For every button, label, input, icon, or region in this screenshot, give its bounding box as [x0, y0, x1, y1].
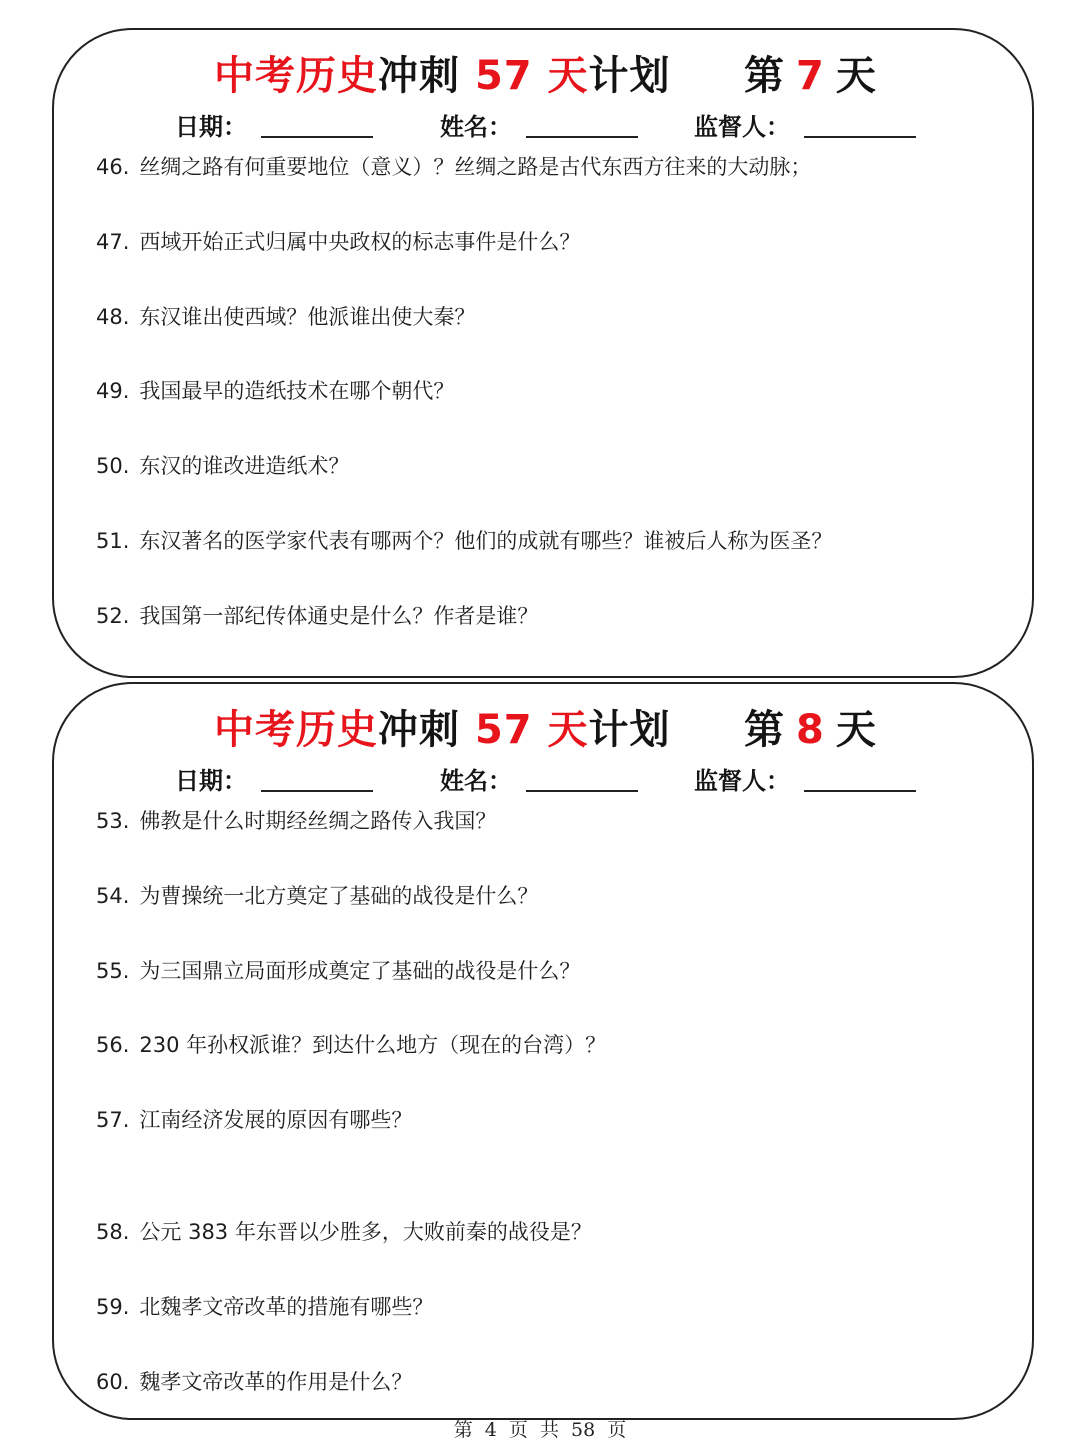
- question-item: [96, 1217, 592, 1247]
- name-label: 姓名：: [440, 767, 512, 795]
- name-field[interactable]: [440, 764, 638, 798]
- question-text: 230 年孙权派谁？到达什么地方（现在的台湾）？: [139, 1033, 607, 1057]
- question-item: [96, 1105, 412, 1135]
- day-number: 7: [796, 53, 824, 99]
- supervisor-label: 监督人：: [694, 767, 790, 795]
- question-number: 53.: [96, 809, 130, 833]
- day-7-card: [52, 28, 1034, 678]
- title-days-number: 57: [474, 53, 533, 99]
- question-item: [96, 806, 496, 836]
- question-number: 55.: [96, 959, 130, 983]
- question-number: 58.: [96, 1220, 130, 1244]
- day-prefix: 第: [744, 53, 784, 99]
- question-number: 47.: [96, 230, 130, 254]
- question-number: 59.: [96, 1295, 130, 1319]
- plan-title: [214, 702, 671, 758]
- question-number: 56.: [96, 1033, 130, 1057]
- plan-title: [214, 48, 671, 104]
- page-footer: 第 4 页 共 58 页: [453, 1419, 627, 1441]
- question-item: [96, 152, 811, 182]
- question-item: [96, 601, 538, 631]
- day-suffix: 天: [835, 53, 876, 99]
- name-field[interactable]: [440, 110, 638, 144]
- title-row: [54, 48, 1032, 104]
- date-field[interactable]: [175, 764, 373, 798]
- title-days-unit: 天: [547, 707, 589, 753]
- day-8-card: [52, 682, 1034, 1420]
- question-number: 50.: [96, 454, 130, 478]
- name-blank[interactable]: [526, 789, 638, 792]
- question-number: 60.: [96, 1370, 130, 1394]
- question-text: 东汉的谁改进造纸术？: [139, 454, 350, 478]
- question-item: [96, 376, 454, 406]
- question-item: [96, 956, 580, 986]
- question-item: [96, 881, 538, 911]
- date-field[interactable]: [175, 110, 373, 144]
- question-number: 57.: [96, 1108, 130, 1132]
- question-item: [96, 1367, 412, 1397]
- title-red-part: 中考历史: [214, 707, 378, 753]
- date-label: 日期：: [175, 767, 247, 795]
- day-suffix: 天: [835, 707, 876, 753]
- title-plan-word: 计划: [588, 707, 671, 753]
- supervisor-label: 监督人：: [694, 113, 790, 141]
- supervisor-blank[interactable]: [804, 135, 916, 138]
- fields-row: [54, 764, 1032, 800]
- day-title: [744, 702, 876, 758]
- question-item: [96, 227, 580, 257]
- day-number: 8: [796, 707, 824, 753]
- question-text: 我国最早的造纸技术在哪个朝代？: [139, 379, 455, 403]
- date-label: 日期：: [175, 113, 247, 141]
- title-black-part: 冲刺: [378, 707, 460, 753]
- question-number: 51.: [96, 529, 130, 553]
- supervisor-field[interactable]: [694, 764, 916, 798]
- title-black-part: 冲刺: [378, 53, 460, 99]
- question-text: 为曹操统一北方奠定了基础的战役是什么？: [139, 884, 539, 908]
- question-item: [96, 451, 349, 481]
- question-item: [96, 526, 832, 556]
- question-number: 48.: [96, 305, 130, 329]
- question-item: [96, 1292, 433, 1322]
- question-text: 北魏孝文帝改革的措施有哪些？: [139, 1295, 434, 1319]
- question-number: 49.: [96, 379, 130, 403]
- title-days-number: 57: [474, 707, 533, 753]
- question-text: 西域开始正式归属中央政权的标志事件是什么？: [139, 230, 581, 254]
- question-number: 46.: [96, 155, 130, 179]
- title-row: [54, 702, 1032, 758]
- fields-row: [54, 110, 1032, 146]
- question-text: 江南经济发展的原因有哪些？: [139, 1108, 413, 1132]
- question-text: 丝绸之路有何重要地位（意义）？丝绸之路是古代东西方往来的大动脉；: [139, 155, 812, 179]
- question-text: 为三国鼎立局面形成奠定了基础的战役是什么？: [139, 959, 581, 983]
- title-red-part: 中考历史: [214, 53, 378, 99]
- day-prefix: 第: [744, 707, 784, 753]
- title-plan-word: 计划: [588, 53, 671, 99]
- day-title: [744, 48, 876, 104]
- question-item: [96, 302, 475, 332]
- question-text: 公元 383 年东晋以少胜多，大败前秦的战役是？: [139, 1220, 592, 1244]
- question-text: 佛教是什么时期经丝绸之路传入我国？: [139, 809, 497, 833]
- name-label: 姓名：: [440, 113, 512, 141]
- question-number: 54.: [96, 884, 130, 908]
- name-blank[interactable]: [526, 135, 638, 138]
- question-text: 东汉著名的医学家代表有哪两个？他们的成就有哪些？谁被后人称为医圣？: [139, 529, 833, 553]
- question-text: 东汉谁出使西域？他派谁出使大秦？: [139, 305, 476, 329]
- question-text: 我国第一部纪传体通史是什么？作者是谁？: [139, 604, 539, 628]
- question-number: 52.: [96, 604, 130, 628]
- date-blank[interactable]: [261, 789, 373, 792]
- supervisor-field[interactable]: [694, 110, 916, 144]
- question-item: [96, 1030, 606, 1060]
- supervisor-blank[interactable]: [804, 789, 916, 792]
- date-blank[interactable]: [261, 135, 373, 138]
- question-text: 魏孝文帝改革的作用是什么？: [139, 1370, 413, 1394]
- title-days-unit: 天: [547, 53, 589, 99]
